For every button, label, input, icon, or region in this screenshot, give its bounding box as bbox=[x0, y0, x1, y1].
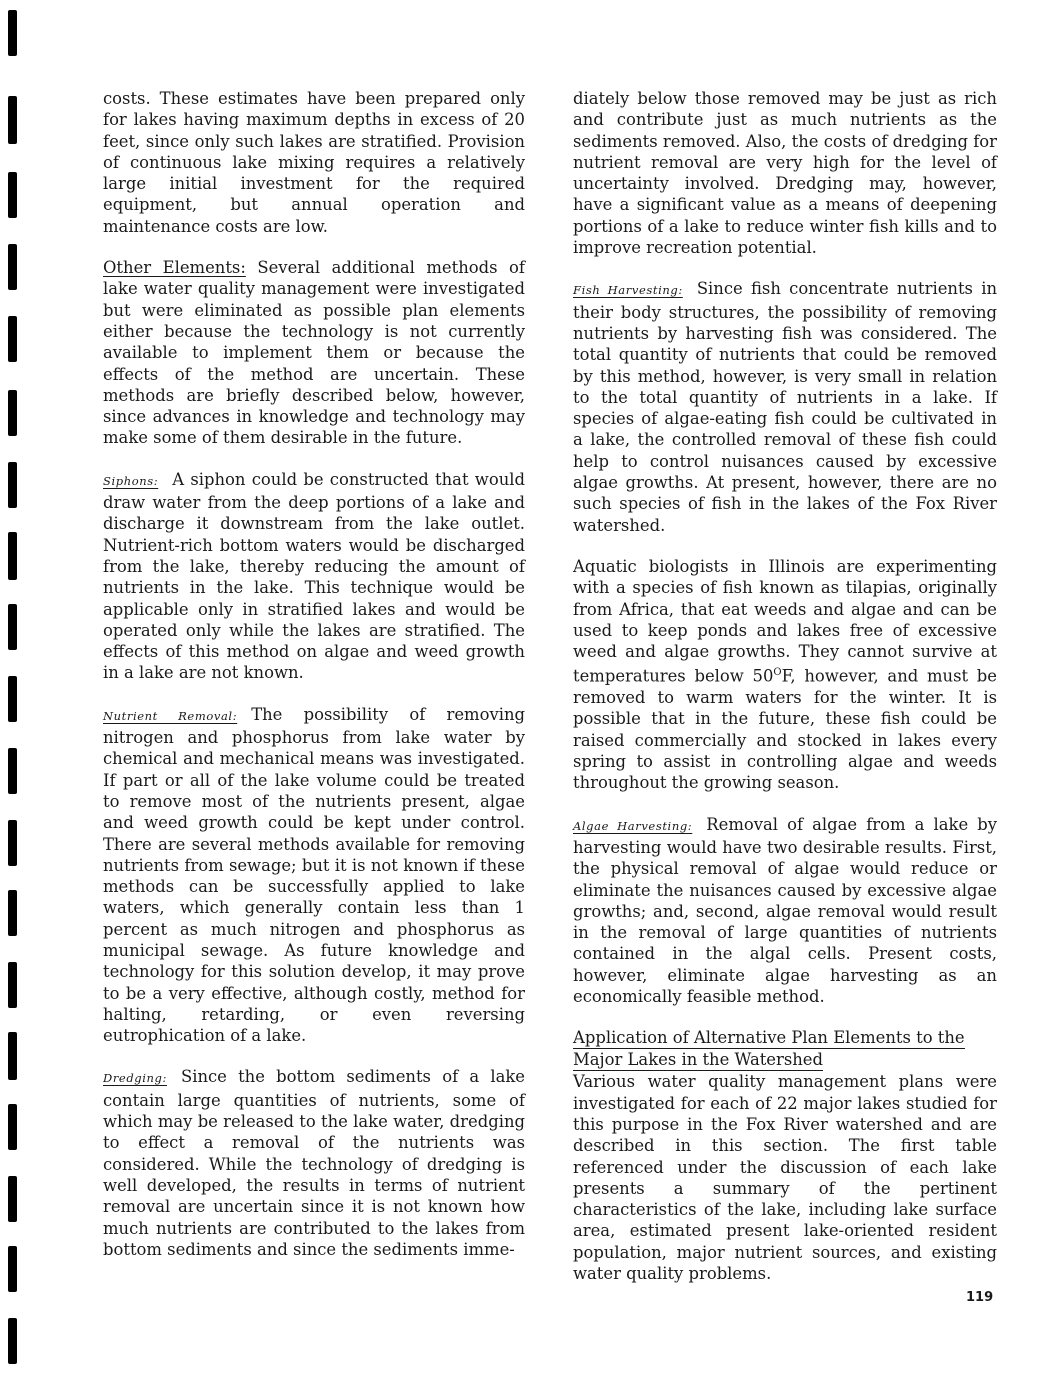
siphons-text: A siphon could be constructed that would draw water from the deep portions of a lake and discharge it downstream from the lake outlet. Nutrient-rich bottom waters would be discharged from the lake, thereby reducing the amount of nutrients in the lake. This technique would be applicable only in stratified lakes and would be operated only while the lakes are stratified. The effects of this method on algae and weed growth in a lake are not known. bbox=[103, 469, 525, 683]
fish-harvesting-heading: Fish Harvesting: bbox=[573, 283, 683, 298]
binding-hole bbox=[8, 1246, 17, 1292]
paragraph-dredging bbox=[103, 1066, 525, 1260]
dredging-heading: Dredging: bbox=[103, 1071, 167, 1086]
binding-hole bbox=[8, 172, 17, 218]
paragraph-dredging-continued: diately below those removed may be just as rich and contribute just as much nutrients as the sediments removed. Also, the costs of dredging for nutrient removal are very high for the level of uncertainty involved. Dredging may, however, have a significant value as a means of deepening portions of a lake to reduce winter fish kills and to improve recreation potential. bbox=[573, 89, 997, 258]
binding-holes bbox=[8, 0, 22, 1379]
section-heading-line-2: Major Lakes in the Watershed bbox=[573, 1050, 823, 1070]
paragraph-costs: costs. These estimates have been prepared only for lakes having maximum depths in excess of 20 feet, since only such lakes are stratified. Provision of continuous lake mixing requires a relatively large initial investment for the required equipment, but annual operation and maintenance costs are low. bbox=[103, 89, 525, 236]
paragraph-tilapia bbox=[573, 556, 997, 794]
paragraph-fish-harvesting bbox=[573, 278, 997, 536]
binding-hole bbox=[8, 1104, 17, 1150]
tilapia-text-start: Aquatic biologists in Illinois are experimenting with a species of fish known as tilapias, originally from Africa, that eat weeds and algae and can be used to keep ponds and lakes free of excessive weed and algae growths. They cannot survive at temperatures below 50 bbox=[573, 556, 997, 686]
paragraph-algae-harvesting bbox=[573, 814, 997, 1008]
paragraph-other-elements bbox=[103, 257, 525, 449]
dredging-text: Since the bottom sediments of a lake contain large quantities of nutrients, some of which may be released to the lake water, dredging to effect a removal of the nutrients was considered. While the technology of dredging is well developed, the results in terms of nutrient removal are uncertain since it is not known how much nutrients are contributed to the lakes from bottom sediments and since the sediments imme- bbox=[103, 1067, 525, 1259]
binding-hole bbox=[8, 962, 17, 1008]
binding-hole bbox=[8, 390, 17, 436]
binding-hole bbox=[8, 676, 17, 722]
binding-hole bbox=[8, 10, 17, 56]
binding-hole bbox=[8, 316, 17, 362]
degree-superscript: O bbox=[773, 667, 782, 679]
binding-hole bbox=[8, 1032, 17, 1080]
algae-harvesting-text: Removal of algae from a lake by harvesting would have two desirable results. First, the physical removal of algae would reduce or eliminate the nuisances caused by excessive algae growths; and, second, algae removal would result in the removal of large quantities of nutrients contained in the algal cells. Present costs, however, eliminate algae harvesting as an economically feasible method. bbox=[573, 814, 997, 1007]
nutrient-removal-text: The possibility of removing nitrogen and phosphorus from lake water by chemical and mechanical means was investigated. If part or all of the lake volume could be treated to remove most of the nutrients present, algae and weed growth could be kept under control. There are several methods available for removing nutrients from sewage; but it is not known if these methods can be successfully applied to lake waters, which generally contain less than 1 percent as much nitrogen and phosphorus as municipal sewage. As future knowledge and technology for this solution develop, it may prove to be a very effective, although costly, method for halting, retarding, or even reversing eutrophication of a lake. bbox=[103, 704, 525, 1046]
binding-hole bbox=[8, 96, 17, 144]
right-column bbox=[573, 88, 997, 1304]
nutrient-removal-heading: Nutrient Removal: bbox=[103, 708, 238, 723]
siphons-heading: Siphons: bbox=[103, 473, 159, 488]
binding-hole bbox=[8, 532, 17, 580]
other-elements-heading: Other Elements: bbox=[103, 258, 246, 278]
section-heading-line-1: Application of Alternative Plan Elements to the bbox=[573, 1028, 965, 1048]
paragraph-nutrient-removal bbox=[103, 704, 525, 1047]
algae-harvesting-heading: Algae Harvesting: bbox=[573, 818, 693, 833]
binding-hole bbox=[8, 748, 17, 794]
binding-hole bbox=[8, 1318, 17, 1364]
tilapia-text-end: F, however, and must be removed to warm waters for the winter. It is possible that in the future, these fish could be raised commercially and stocked in lakes every spring to assist in controlling algae and weeds throughout the growing season. bbox=[573, 666, 997, 793]
binding-hole bbox=[8, 820, 17, 866]
binding-hole bbox=[8, 890, 17, 936]
binding-hole bbox=[8, 1176, 17, 1222]
binding-hole bbox=[8, 462, 17, 508]
binding-hole bbox=[8, 244, 17, 290]
other-elements-text: Several additional methods of lake water quality management were investigated but were eliminated as possible plan elements either because the technology is not currently available to implement them or because the effects of the method are uncertain. These methods are briefly described below, however, since advances in knowledge and technology may make some of them desirable in the future. bbox=[103, 258, 525, 448]
binding-hole bbox=[8, 604, 17, 650]
page-number: 119 bbox=[966, 1290, 994, 1305]
paragraph-siphons bbox=[103, 469, 525, 684]
left-column bbox=[103, 88, 525, 1280]
paragraph-application: Various water quality management plans were investigated for each of 22 major lakes studied for this purpose in the Fox River watershed and are described in this section. The first table referenced under the discussion of each lake presents a summary of the pertinent characteristics of the lake, including lake surface area, estimated present lake-oriented resident population, major nutrient sources, and existing water quality problems. bbox=[573, 1072, 997, 1284]
section-heading-application bbox=[573, 1027, 997, 1071]
fish-harvesting-text: Since fish concentrate nutrients in their body structures, the possibility of removing nutrients by harvesting fish was considered. The total quantity of nutrients that could be removed by this method, however, is very small in relation to the total quantity of nutrients in a lake. If species of algae-eating fish could be cultivated in a lake, the controlled removal of these fish could help to control nuisances caused by excessive algae growths. At present, however, there are no such species of fish in the lakes of the Fox River watershed. bbox=[573, 279, 998, 535]
